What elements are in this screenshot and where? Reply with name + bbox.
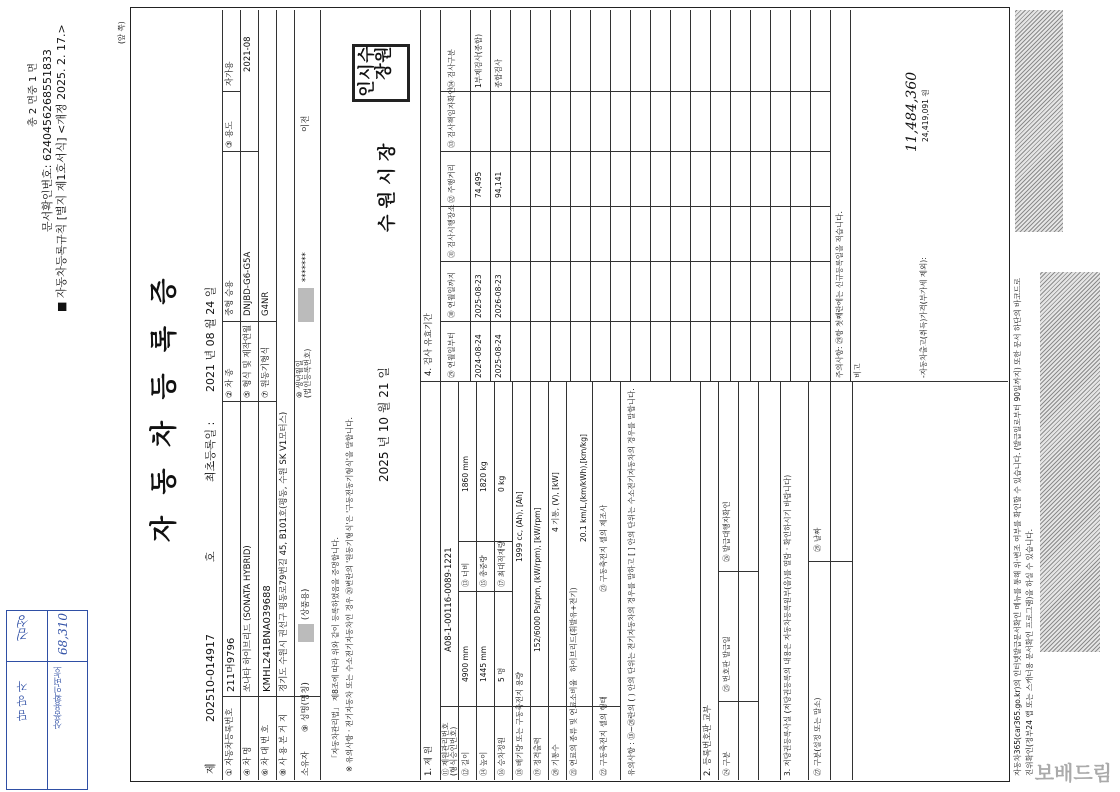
insp-row-from: 2025-08-24 — [494, 334, 503, 378]
model-type-label: ⑤ 형식 및 제작연월 — [243, 324, 253, 398]
bottom-note-1: 자동차365(car365.go.kr)의 인터넷발급문서확인 메뉴를 통해 위·변조 여부를 확인할 수 있습니다. (발급일로부터 90일까지) 또한 문서 하단의 바코드로 — [1013, 278, 1022, 776]
plate-col-type: ㉔ 구분 — [722, 751, 731, 776]
vin-value: KMHL241BNA039688 — [262, 585, 273, 692]
engine-type-value: G4NR — [261, 291, 271, 316]
insp-col-to: ㉚ 연월일까지 — [447, 271, 456, 318]
displacement-label: ⑱ 배기량 또는 구동축전지 용량 — [515, 672, 524, 776]
base-location-value: 경기도 수원시 권선구 평동로79번길 45, B101호(평동, 수원 SK V1모터스) — [279, 411, 289, 692]
power-label: ⑲ 정격출력 — [533, 737, 542, 776]
previous-label: 이전 — [301, 115, 311, 132]
document-title: 자 동 차 등 록 증 — [149, 272, 180, 542]
vin-label: ⑥ 차 대 번 호 — [261, 724, 271, 776]
owner-name-value: (상품용) — [301, 588, 311, 620]
cylinders-label: ⑳ 기통수 — [551, 744, 560, 776]
reg-number-label: ① 자동차등록번호 — [225, 708, 235, 776]
manufacture-date: 2021-08 — [243, 36, 253, 72]
fuel-efficiency: 20.1 km/L,(km/kWh),[km/kg] — [579, 434, 588, 542]
release-price: 24,419,091 원 — [921, 89, 930, 142]
mortgage-section-title: 3. 저당권등록사실 (저당권등록의 내용은 자동차등록원부(을)를 열람 · 확인하시기 바랍니다) — [783, 474, 792, 776]
battery-maker-label: ㉓ 구동축전지 셀의 제조사 — [599, 504, 608, 592]
vehicle-type-value: 중형 승용 — [225, 280, 235, 316]
redaction-block — [298, 288, 314, 322]
stamp-manager-label: 담 당 자 — [16, 681, 29, 721]
handwritten-price: 11,484,360 — [904, 71, 920, 152]
insp-col-mileage: ㉜ 주행거리 — [447, 164, 456, 203]
usage-label: ③ 용도 — [225, 121, 235, 148]
remark-label: 비고 — [853, 363, 862, 378]
weight-value: 1820 kg — [479, 461, 488, 492]
height-label: ⑭ 높이 — [479, 751, 488, 776]
stamp-number-label: 상품용확인번호 — [54, 666, 64, 729]
plate-col-issue-date: ㉕ 번호판 발급일 — [722, 636, 731, 692]
stamp-handwritten-name: 김성 — [18, 615, 33, 641]
load-label: ⑰ 최대적재량 — [497, 540, 506, 587]
redaction-block — [298, 624, 314, 642]
displacement-value: 1999 cc, (Ah), [Ah] — [515, 491, 524, 562]
inspection-section-title: 4. 검사 유효기간 — [424, 313, 434, 376]
load-value: 0 kg — [497, 475, 506, 492]
length-label: ⑫ 길이 — [461, 751, 470, 776]
birth-value: ******* — [301, 252, 311, 282]
official-seal: 수원시장인 — [352, 44, 410, 102]
model-name-value: 쏘나타 하이브리드 (SONATA HYBRID) — [243, 545, 253, 692]
height-value: 1445 mm — [479, 645, 488, 682]
first-reg-date: 2021 년 08 월 24 일 — [204, 286, 217, 392]
reg-prefix: 제 — [204, 763, 217, 774]
power-value: 152/6000 Ps/rpm, (kW/rpm), [kW/rpm] — [533, 507, 542, 652]
bottom-note-2: 진위확인(정부24 앱 또는 스캐너용 문서확인 프로그램)을 하실 수 있습니다. — [1025, 529, 1034, 776]
vehicle-type-label: ② 차 종 — [225, 368, 235, 398]
insp-col-officer: ㉝ 검사책임자확인 — [447, 87, 456, 148]
statement: 「자동차관리법」 제8조에 따라 위와 같이 등록하였음을 증명합니다. — [331, 537, 340, 762]
insp-row-type: 종합검사 — [494, 59, 503, 88]
plate-section-title: 2. 등록번호판 교부 — [703, 705, 713, 776]
first-reg-label: 최초등록일 : — [204, 421, 217, 482]
engine-type-label: ⑦ 원동기형식 — [261, 346, 271, 398]
insp-row-to: 2025-08-23 — [474, 274, 483, 318]
insp-row-type: 1부제검사(종합) — [474, 33, 483, 88]
watermark: 보배드림 — [1034, 761, 1112, 785]
fuel-label: ㉑ 연료의 종류 및 연료소비율 — [569, 679, 578, 776]
spec-notes: 유의사항 : ⑱~⑳란의 ( ) 안의 단위는 전기자동차의 경우를 말하고 [ ] 안의 단위는 수소전기자동차의 경우를 말합니다. — [627, 388, 636, 776]
insp-row-to: 2026-08-23 — [494, 274, 503, 318]
width-label: ⑬ 너비 — [461, 562, 470, 587]
page-info: 총 2 면중 1 면 — [28, 62, 39, 127]
mortgage-col-type: ㉗ 구분(설정 또는 말소) — [813, 697, 822, 776]
usage-value: 자가용 — [225, 61, 235, 86]
approval-value: A08-1-00116-0089-1221 — [444, 547, 454, 652]
approval-label: ⑪ 제원관리번호 (형식승인번호) — [441, 722, 459, 776]
birth-label: ⑩ 생년월일 (법인등록번호) — [295, 348, 313, 398]
reg-suffix: 호 — [204, 551, 217, 562]
insp-col-from: ㉙ 연월일부터 — [447, 331, 456, 378]
insp-row-from: 2024-08-24 — [474, 334, 483, 378]
base-location-label: ⑧ 사 용 본 거 지 — [279, 713, 289, 776]
width-value: 1860 mm — [461, 455, 470, 492]
model-type-value: DNJBD-G6-G5A — [243, 251, 253, 316]
fuel-value: 하이브리드(휘발유+전기) — [569, 587, 578, 672]
insp-col-place: ㉛ 검사시행장소 — [447, 204, 456, 258]
note: ※ 유의사항 · 전기자동차 또는 수소전기자동차인 경우 ⑳변란의 '원동기형식'은 '구동전동기형식'을 말합니다. — [345, 417, 354, 772]
owner-label: 소유자 — [301, 751, 311, 776]
insp-row-mileage: 74,495 — [474, 171, 483, 198]
spec-section-title: 1. 제 원 — [424, 746, 434, 776]
capacity-label: ⑯ 승차정원 — [497, 737, 506, 776]
model-name-label: ④ 차 명 — [243, 746, 253, 776]
stamp-handwritten-number: 68,310 — [56, 613, 70, 655]
reg-number: 202510-014917 — [204, 634, 217, 722]
cylinders-value: 4 기통, (V), [kW] — [551, 472, 560, 532]
caution: 주의사항: ㉙항 첫째란에는 신규등록일을 적습니다. — [835, 211, 844, 378]
owner-name-label: ⑨ 성명(명칭) — [301, 682, 311, 732]
regulation-note: ■ 자동차등록규칙 [별지 제1호서식] <개정 2025. 2. 17.> — [55, 24, 68, 312]
plate-col-agent: ㉖ 발급대행자확인 — [722, 501, 731, 562]
manager-stamp — [6, 610, 88, 790]
weight-label: ⑮ 총중량 — [479, 555, 488, 587]
capacity-value: 5 명 — [497, 667, 506, 682]
issue-date: 2025 년 10 월 21 일 — [377, 367, 391, 482]
mortgage-col-date: ㉘ 날짜 — [813, 527, 822, 552]
page-mark: (앞 쪽) — [117, 21, 126, 44]
length-value: 4900 mm — [461, 645, 470, 682]
battery-cell-type-label: ㉒ 구동축전지 셀의 형태 — [599, 696, 608, 776]
insp-row-mileage: 94,141 — [494, 171, 503, 198]
issuer: 수 원 시 장 — [377, 143, 398, 232]
barcode-image — [1015, 10, 1063, 232]
reg-number-value: 211머9796 — [226, 637, 237, 692]
release-price-note: -자동차출고(취득)가격(부가세 제외): — [919, 257, 928, 378]
barcode-image — [1040, 272, 1100, 652]
insp-col-type: ㉞ 검사구분 — [447, 49, 456, 88]
doc-confirm-number: 문서확인번호: 6240456268551833 — [41, 49, 54, 232]
